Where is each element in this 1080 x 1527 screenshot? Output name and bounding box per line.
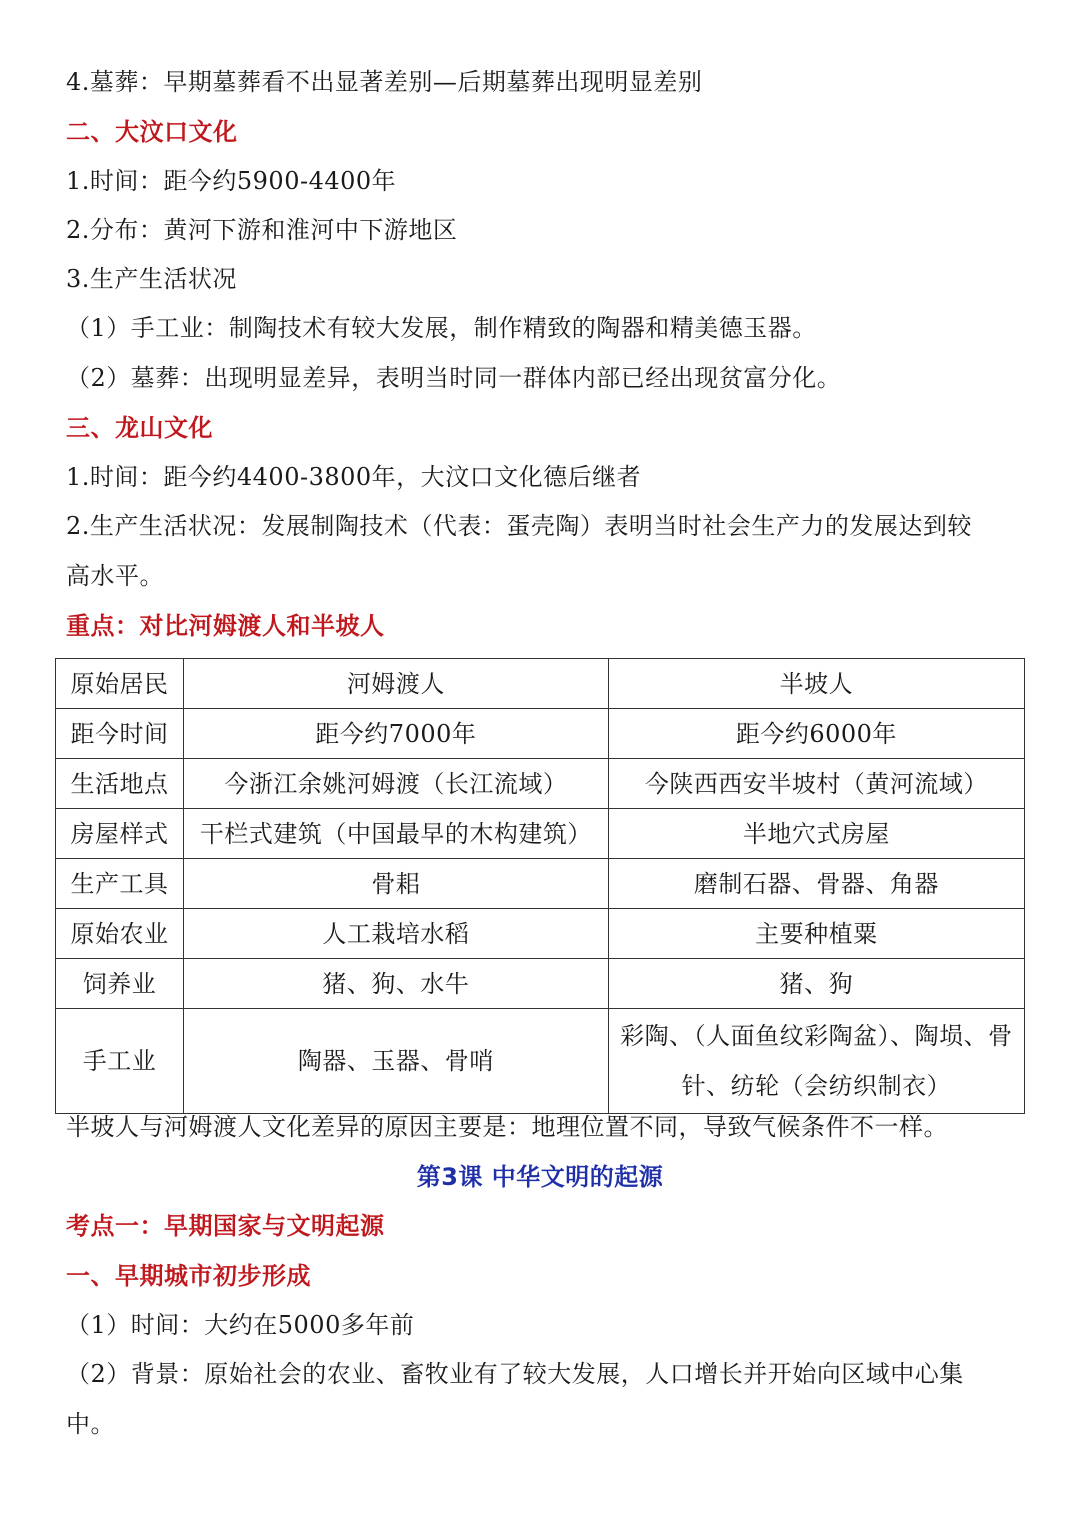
heading-exam-point-1: 考点一：早期国家与文明起源 <box>66 1212 385 1240</box>
dawenkou-time: 1.时间：距今约5900-4400年 <box>66 167 397 195</box>
table-row <box>56 959 1025 1009</box>
cities-time: （1）时间：大约在5000多年前 <box>66 1311 415 1339</box>
banpo-cell: 主要种植粟 <box>608 909 1024 959</box>
heading-longshan: 三、龙山文化 <box>66 414 213 442</box>
hemudu-cell: 今浙江余姚河姆渡（长江流域） <box>183 759 608 809</box>
table-row <box>56 809 1025 859</box>
row-label: 距今时间 <box>56 709 184 759</box>
row-label: 手工业 <box>56 1009 184 1114</box>
dawenkou-distribution: 2.分布：黄河下游和淮河中下游地区 <box>66 216 458 244</box>
burial-point: 4.墓葬：早期墓葬看不出显著差别—后期墓葬出现明显差别 <box>66 68 703 96</box>
difference-reason: 半坡人与河姆渡人文化差异的原因主要是：地理位置不同，导致气候条件不一样。 <box>66 1113 948 1141</box>
hemudu-cell: 河姆渡人 <box>183 659 608 709</box>
hemudu-cell: 猪、狗、水牛 <box>183 959 608 1009</box>
table-row <box>56 709 1025 759</box>
dawenkou-burial: （2）墓葬：出现明显差异，表明当时同一群体内部已经出现贫富分化。 <box>66 364 842 392</box>
banpo-cell: 半地穴式房屋 <box>608 809 1024 859</box>
lesson-title: 第3课 中华文明的起源 <box>416 1163 664 1191</box>
banpo-cell: 彩陶、（人面鱼纹彩陶盆）、陶埙、骨针、纺轮（会纺织制衣） <box>608 1009 1024 1114</box>
longshan-production-cont: 高水平。 <box>66 562 164 590</box>
banpo-cell: 猪、狗 <box>608 959 1024 1009</box>
banpo-cell: 距今约6000年 <box>608 709 1024 759</box>
table-row <box>56 859 1025 909</box>
longshan-production: 2.生产生活状况：发展制陶技术（代表：蛋壳陶）表明当时社会生产力的发展达到较 <box>66 512 972 540</box>
hemudu-cell: 人工栽培水稻 <box>183 909 608 959</box>
hemudu-cell: 距今约7000年 <box>183 709 608 759</box>
row-label: 生活地点 <box>56 759 184 809</box>
row-label: 原始居民 <box>56 659 184 709</box>
longshan-time: 1.时间：距今约4400-3800年，大汶口文化德后继者 <box>66 463 642 491</box>
row-label: 房屋样式 <box>56 809 184 859</box>
banpo-cell: 磨制石器、骨器、角器 <box>608 859 1024 909</box>
dawenkou-handicraft: （1）手工业：制陶技术有较大发展，制作精致的陶器和精美德玉器。 <box>66 314 817 342</box>
heading-dawenkou: 二、大汶口文化 <box>66 118 238 146</box>
hemudu-cell: 陶器、玉器、骨哨 <box>183 1009 608 1114</box>
hemudu-cell: 干栏式建筑（中国最早的木构建筑） <box>183 809 608 859</box>
table-row <box>56 1009 1025 1114</box>
row-label: 原始农业 <box>56 909 184 959</box>
table-row <box>56 909 1025 959</box>
cities-background: （2）背景：原始社会的农业、畜牧业有了较大发展，人口增长并开始向区域中心集 <box>66 1360 964 1388</box>
table-row <box>56 659 1025 709</box>
table-row <box>56 759 1025 809</box>
dawenkou-production: 3.生产生活状况 <box>66 265 237 293</box>
hemudu-cell: 骨耜 <box>183 859 608 909</box>
heading-key-comparison: 重点：对比河姆渡人和半坡人 <box>66 612 385 640</box>
comparison-table <box>55 658 1025 1114</box>
heading-early-cities: 一、早期城市初步形成 <box>66 1262 311 1290</box>
banpo-cell: 半坡人 <box>608 659 1024 709</box>
cities-background-cont: 中。 <box>66 1410 115 1438</box>
banpo-cell: 今陕西西安半坡村（黄河流域） <box>608 759 1024 809</box>
row-label: 生产工具 <box>56 859 184 909</box>
row-label: 饲养业 <box>56 959 184 1009</box>
